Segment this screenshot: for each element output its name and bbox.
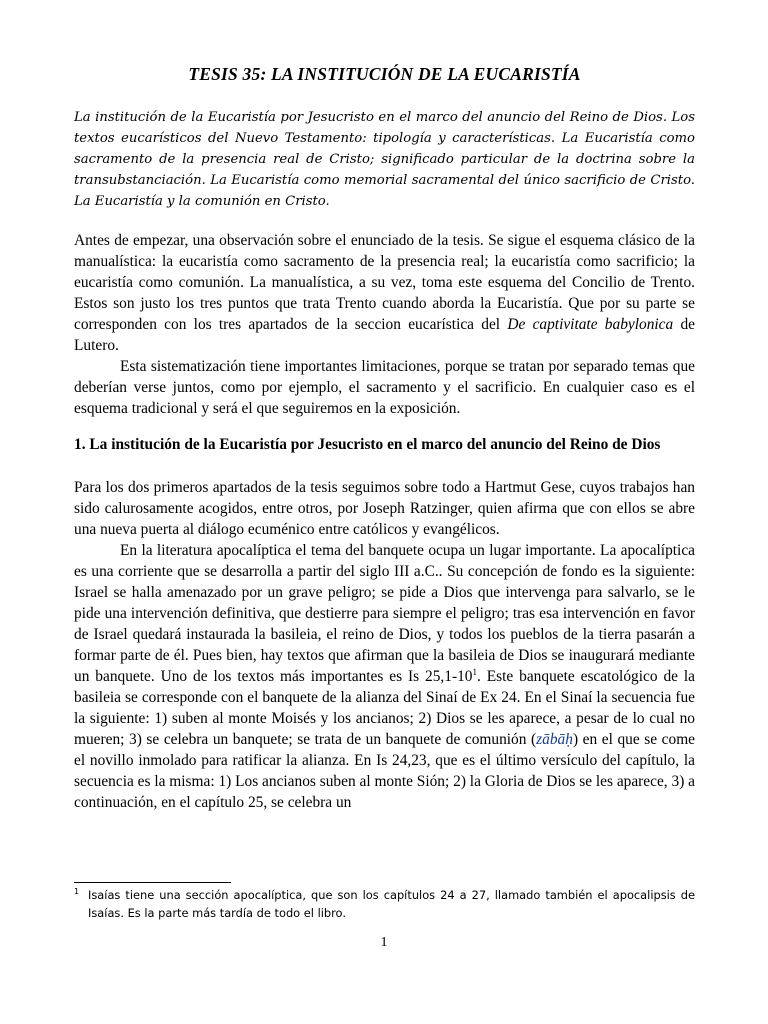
section-1-p2-text-a: En la literatura apocalíptica el tema del banquete ocupa un lugar importante. La apocalíptica es una corriente que se desarrolla a partir del siglo III a.C.. Su concepción de fondo es la siguiente: Israel se halla amenazado por un grave peligro; se pide a Dios que intervenga para salvarlo, se le pide una intervención definitiva, que destierre para siempre el peligro; tras esa intervención en favor de Israel quedará instaurada la basileia, el reino de Dios, y todos los pueblos de la tierra pasarán a formar parte de él. Pues bien, hay textos que afirman que la basileia de Dios se inaugurará mediante un banquete. Uno de los textos más importantes es Is 25,1-10 (74, 542, 695, 685)
footnote-1 (74, 886, 695, 922)
intro-p1-book-title: De captivitate babylonica (507, 316, 674, 333)
footnote-reference[interactable]: 1 (472, 666, 477, 677)
page-content (74, 64, 695, 813)
intro-p1-text-b: de Lutero. (74, 316, 695, 354)
hebrew-transliteration: zābāḥ (536, 731, 573, 748)
section-1-paragraph-1: Para los dos primeros apartados de la tesis seguimos sobre todo a Hartmut Gese, cuyos trabajos han sido calurosamente acogidos, entre otros, por Joseph Ratzinger, quien afirma que con ellos se abre una nueva puerta al diálogo ecuménico entre católicos y evangélicos. (74, 479, 695, 538)
footnote-mark: 1 (74, 887, 80, 896)
footnote-text: Isaías tiene una sección apocalíptica, que son los capítulos 24 a 27, llamado también el apocalipsis de Isaías. Es la parte más tardía de todo el libro. (88, 888, 695, 920)
intro-paragraph-1 (74, 230, 695, 356)
section-1-p2-text-b: . Este banquete escatológico de la basileia se corresponde con el banquete de la alianza del Sinaí de Ex 24. En el Sinaí la secuencia fue la siguiente: 1) suben al monte Moisés y los ancianos; 2) Dios se les aparece, a pesar de lo cual no mueren; 3) se celebra un banquete; se trata de un banquete de comunión ( (74, 668, 695, 748)
intro-p1-text-a: Antes de empezar, una observación sobre el enunciado de la tesis. Se sigue el esquema clásico de la manualística: la eucaristía como sacramento de la presencia real; la eucaristía como sacrificio; la eucaristía como comunión. La manualística, a su vez, toma este esquema del Concilio de Trento. Estos son justo los tres puntos que trata Trento cuando aborda la Eucaristía. Que por su parte se corresponden con los tres apartados de la seccion eucarística del (74, 232, 695, 333)
intro-paragraph-2: Esta sistematización tiene importantes limitaciones, porque se tratan por separado temas que deberían verse juntos, como por ejemplo, el sacramento y el sacrificio. En cualquier caso es el esquema tradicional y será el que seguiremos en la exposición. (74, 358, 695, 417)
section-1-paragraph-2 (74, 540, 695, 813)
page-number: 1 (380, 935, 388, 950)
section-1-p2-text-c: ) en el que se come el novillo inmolado para ratificar la alianza. En Is 24,23, que es el último versículo del capítulo, la secuencia es la misma: 1) Los ancianos suben al monte Sión; 2) la Gloria de Dios se les aparece, 3) a continuación, en el capítulo 25, se celebra un (74, 731, 695, 811)
thesis-abstract: La institución de la Eucaristía por Jesucristo en el marco del anuncio del Reino de Dios. Los textos eucarísticos del Nuevo Testamento: tipología y características. La Eucaristía como sacramento de la presencia real de Cristo; significado particular de la doctrina sobre la transubstanciación. La Eucaristía como memorial sacramental del único sacrificio de Cristo. La Eucaristía y la comunión en Cristo. (74, 110, 695, 209)
footnote-divider (74, 882, 231, 883)
thesis-title: TESIS 35: LA INSTITUCIÓN DE LA EUCARISTÍA (188, 64, 581, 84)
section-1-heading: 1. La institución de la Eucaristía por Jesucristo en el marco del anuncio del Reino de Dios (74, 436, 661, 453)
